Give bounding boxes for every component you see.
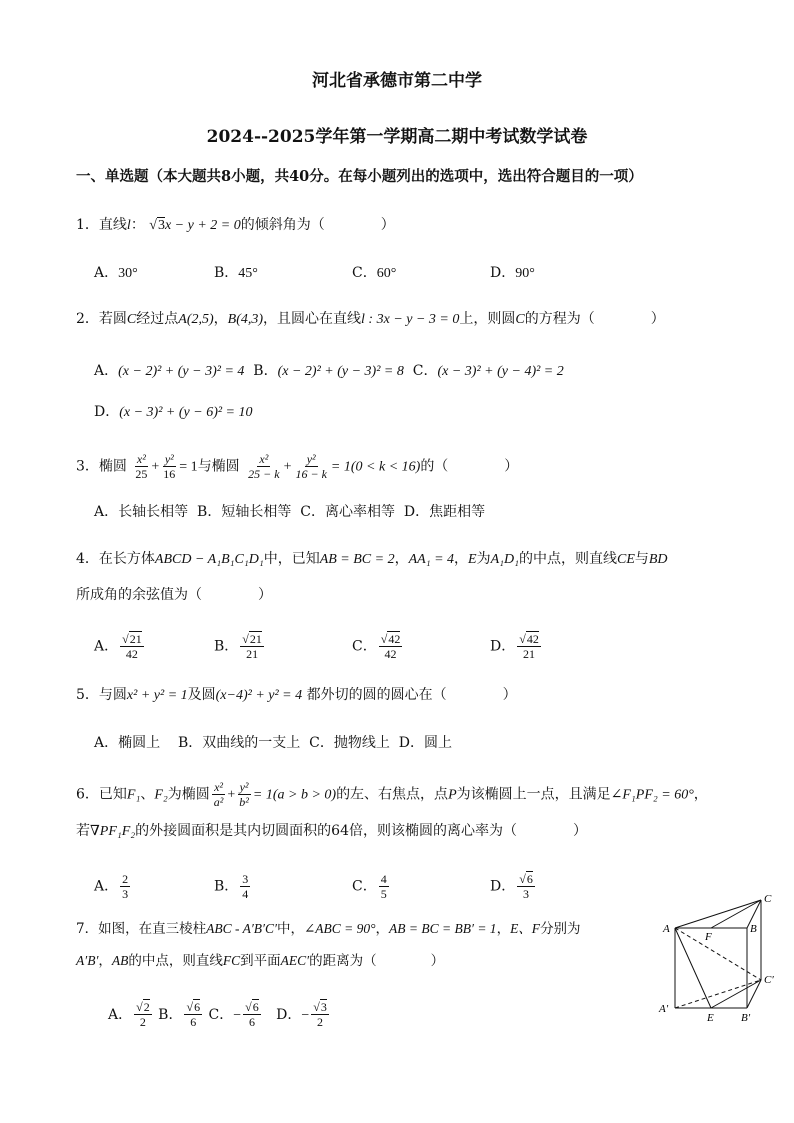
q5-number: 5． <box>76 687 99 703</box>
q6-plus: + <box>227 787 236 803</box>
q4-cond-2: AA₁ = 4 <box>408 552 455 567</box>
q3-number: 3． <box>76 458 99 475</box>
q7-points-ef: E、F <box>510 921 541 936</box>
q4-option-d[interactable]: D． $\frac{√42}{21}$ <box>490 632 539 661</box>
q6-line2 <box>76 822 587 841</box>
q7-seg-2: AB <box>111 953 129 968</box>
q2-sep: ， <box>213 311 228 327</box>
q2-option-a[interactable]: A．(x − 2)² + (y − 3)² = 4 <box>94 363 245 379</box>
q3-eq1: = 1 <box>179 459 198 475</box>
q6-number: 6． <box>76 786 99 803</box>
q6-text-5: ， <box>693 786 708 803</box>
q2-text-5: 的方程为（ ） <box>524 311 665 327</box>
q2-options-row1 <box>94 362 564 381</box>
q7-option-a[interactable]: A． $\frac{√2}{2}$ <box>108 1000 150 1029</box>
q3-option-d[interactable]: D．焦距相等 <box>403 504 486 520</box>
q3-plus-2: + <box>283 459 292 475</box>
question-3 <box>76 452 518 481</box>
q4-solid: ABCD − A₁B₁C₁D₁ <box>154 552 264 567</box>
q3-frac-y2: $\frac{\text{y²}}{16 - k}$ <box>295 452 327 481</box>
q6-text-4: 为该椭圆上一点，且满足 <box>456 786 611 803</box>
q6-text-1: 已知 <box>98 786 127 803</box>
q4-text-2: 中，已知 <box>263 551 320 567</box>
q1-option-d[interactable]: D．90° <box>490 265 535 281</box>
q3-option-b[interactable]: B．短轴长相等 <box>197 504 292 520</box>
q5-circle-1: x² + y² = 1 <box>126 688 188 703</box>
q5-option-c[interactable]: C．抛物线上 <box>309 735 390 751</box>
q7-angle: ∠ABC = 90° <box>303 921 376 936</box>
q1-text-b: 的倾斜角为（ ） <box>240 217 395 233</box>
q7-text-3: ， <box>496 921 511 937</box>
question-2 <box>76 310 665 329</box>
q4-point-e: E <box>468 552 477 567</box>
q2-option-d[interactable]: D．(x − 3)² + (y − 6)² = 10 <box>94 404 253 420</box>
q4-text-6: 与 <box>634 551 649 567</box>
q5-text-2: 及圆 <box>187 687 216 703</box>
q6-text-2: 为椭圆 <box>167 786 210 803</box>
q6-point-p: P <box>448 787 457 803</box>
q7-sep-2: ， <box>98 953 112 969</box>
q3-option-a[interactable]: A．长轴长相等 <box>94 504 189 520</box>
q7-text-4: 分别为 <box>540 921 581 937</box>
q3-option-c[interactable]: C．离心率相等 <box>300 504 395 520</box>
q2-line: l : 3x − y − 3 = 0 <box>361 312 460 327</box>
q1-option-c[interactable]: C．60° <box>352 265 397 281</box>
label-e: E <box>707 1012 714 1023</box>
q3-text-1: 椭圆 <box>98 458 127 475</box>
q6-option-d[interactable]: D． $\frac{√6}{3}$ <box>490 872 533 901</box>
q4-option-a[interactable]: A． $\frac{√21}{42}$ <box>94 632 142 661</box>
q5-option-d[interactable]: D．圆上 <box>398 735 452 751</box>
q7-option-b[interactable]: B． $\frac{√6}{6}$ <box>158 1000 201 1029</box>
q4-line-ce: CE <box>616 552 635 567</box>
q4-text-1: 在长方体 <box>98 551 155 567</box>
q1-option-a[interactable]: A．30° <box>94 265 138 281</box>
q1-equation: x − y + 2 = 0 <box>164 218 241 233</box>
q6-triangle: ∇PF₁F₂ <box>90 824 136 839</box>
q7-sep: ， <box>375 921 390 937</box>
q5-circle-2: (x−4)² + y² = 4 <box>215 688 303 703</box>
question-5 <box>76 686 517 705</box>
q4-sep: ， <box>394 551 409 567</box>
label-a: A <box>663 923 670 935</box>
school-title: 河北省承德市第二中学 <box>312 71 482 91</box>
q5-options <box>94 734 452 752</box>
q6-condition: = 1(a > b > 0) <box>252 787 337 803</box>
q1-option-b[interactable]: B．45° <box>214 265 258 281</box>
q4-cond-1: AB = BC = 2 <box>319 552 395 567</box>
q1-line-var: l <box>126 218 131 233</box>
q7-equalities: AB = BC = BB′ = 1 <box>389 921 497 936</box>
label-c: C <box>764 893 772 905</box>
q7-line2 <box>76 952 444 970</box>
q7-text-5: 的中点，则直线 <box>128 953 223 969</box>
q4-option-b[interactable]: B． $\frac{√21}{21}$ <box>214 632 262 661</box>
q2-point-a: A(2,5) <box>178 312 214 327</box>
q2-point-b: B(4,3) <box>227 312 264 327</box>
q7-plane: AEC′ <box>280 953 310 968</box>
label-bp: B′ <box>741 1012 751 1023</box>
label-b: B <box>750 923 757 935</box>
q4-text-5: 的中点，则直线 <box>518 551 617 567</box>
q7-prism: ABC - A′B′C′ <box>206 921 277 936</box>
q2-option-c[interactable]: C．(x − 3)² + (y − 4)² = 2 <box>412 363 564 379</box>
q7-text-7: 的距离为（ ） <box>309 953 445 969</box>
q6-text-3: 的左、右焦点，点 <box>336 786 449 803</box>
q4-number: 4． <box>76 551 99 567</box>
q5-option-b[interactable]: B．双曲线的一支上 <box>177 735 301 751</box>
exam-title: 2024--2025学年第一学期高二期中考试数学试卷 <box>206 127 588 147</box>
label-ap: A′ <box>659 1003 669 1015</box>
q5-option-a[interactable]: A．椭圆上 <box>94 735 161 751</box>
q6-option-b[interactable]: B． $\frac{3}{4}$ <box>214 872 249 901</box>
q2-text-1: 若圆 <box>98 311 127 327</box>
q5-text-3: 都外切的圆的圆心在（ ） <box>306 687 517 703</box>
q6-line2-a: 若 <box>76 823 90 839</box>
label-cp: C′ <box>764 974 774 986</box>
q1-colon: ： <box>130 217 145 233</box>
q7-option-c[interactable]: C．− $\frac{√6}{6}$ <box>208 1000 259 1029</box>
q7-text-2: 中， <box>276 921 304 937</box>
q6-line2-b: 的外接圆面积是其内切圆面积的64倍，则该椭圆的离心率为（ ） <box>135 823 587 839</box>
q2-number: 2． <box>76 311 99 327</box>
q6-frac-y: $\frac{\text{y²}}{\text{b²}}$ <box>239 780 249 809</box>
q4-text-3: ， <box>454 551 469 567</box>
q7-line-fc: FC <box>222 953 241 968</box>
section-heading: 一、单选题（本大题共8小题，共40分。在每小题列出的选项中，选出符合题目的一项） <box>76 168 643 185</box>
question-6 <box>76 780 708 809</box>
q4-text-4: 为 <box>476 551 491 567</box>
q7-option-d[interactable]: D．− $\frac{√3}{2}$ <box>276 1000 327 1029</box>
q4-segment: A₁D₁ <box>490 552 519 567</box>
q2-text-2: 经过点 <box>136 311 179 327</box>
q3-options <box>94 503 485 521</box>
q3-plus: + <box>151 459 160 475</box>
q1-number: 1． <box>76 217 99 233</box>
q4-option-c[interactable]: C． $\frac{√42}{42}$ <box>352 632 401 661</box>
q2-text-3: ，且圆心在直线 <box>263 311 362 327</box>
q7-number: 7． <box>76 921 99 937</box>
q6-frac-x: $\frac{\text{x²}}{\text{a²}}$ <box>213 780 224 809</box>
q7-options <box>108 1000 331 1029</box>
q6-f1: F₁ <box>126 787 141 803</box>
prism-figure <box>655 888 780 1023</box>
segment-acp <box>675 928 761 980</box>
q1-text: 直线 <box>98 217 127 233</box>
q1-sqrt: √3 <box>149 218 165 233</box>
q2-circle-c: C <box>126 312 137 327</box>
q6-option-c[interactable]: C． $\frac{4}{5}$ <box>352 872 387 901</box>
q4-line-bd: BD <box>648 552 668 567</box>
q2-text-4: 上，则圆 <box>459 311 516 327</box>
q3-condition: = 1(0 < k < 16) <box>330 459 421 475</box>
q6-dun: 、 <box>140 786 155 803</box>
question-4 <box>76 550 668 569</box>
question-1 <box>76 216 395 235</box>
q4-text-line2: 所成角的余弦值为（ ） <box>76 587 272 603</box>
q3-frac-x: $\frac{\text{x²}}{25}$ <box>135 452 148 481</box>
q7-text-1: 如图，在直三棱柱 <box>98 921 207 937</box>
q6-angle: ∠F₁PF₂ = 60° <box>610 787 694 803</box>
label-f: F <box>705 931 712 943</box>
q5-text-1: 与圆 <box>98 687 127 703</box>
q6-option-a[interactable]: A． $\frac{2}{3}$ <box>94 872 129 901</box>
q7-seg-1: A′B′ <box>76 953 99 968</box>
q7-text-6: 到平面 <box>240 953 281 969</box>
q3-text-3: 的（ ） <box>420 458 519 475</box>
q3-frac-x2: $\frac{\text{x²}}{25 - k}$ <box>248 452 280 481</box>
q6-f2: F₂ <box>154 787 168 803</box>
question-7 <box>76 920 581 938</box>
q2-options-row2 <box>94 403 253 422</box>
q2-option-b[interactable]: B．(x − 2)² + (y − 3)² = 8 <box>253 363 404 379</box>
q3-frac-y: $\frac{\text{y²}}{16}$ <box>163 452 176 481</box>
q2-circle-c-2: C <box>515 312 525 327</box>
q3-text-2: 与椭圆 <box>197 458 240 475</box>
